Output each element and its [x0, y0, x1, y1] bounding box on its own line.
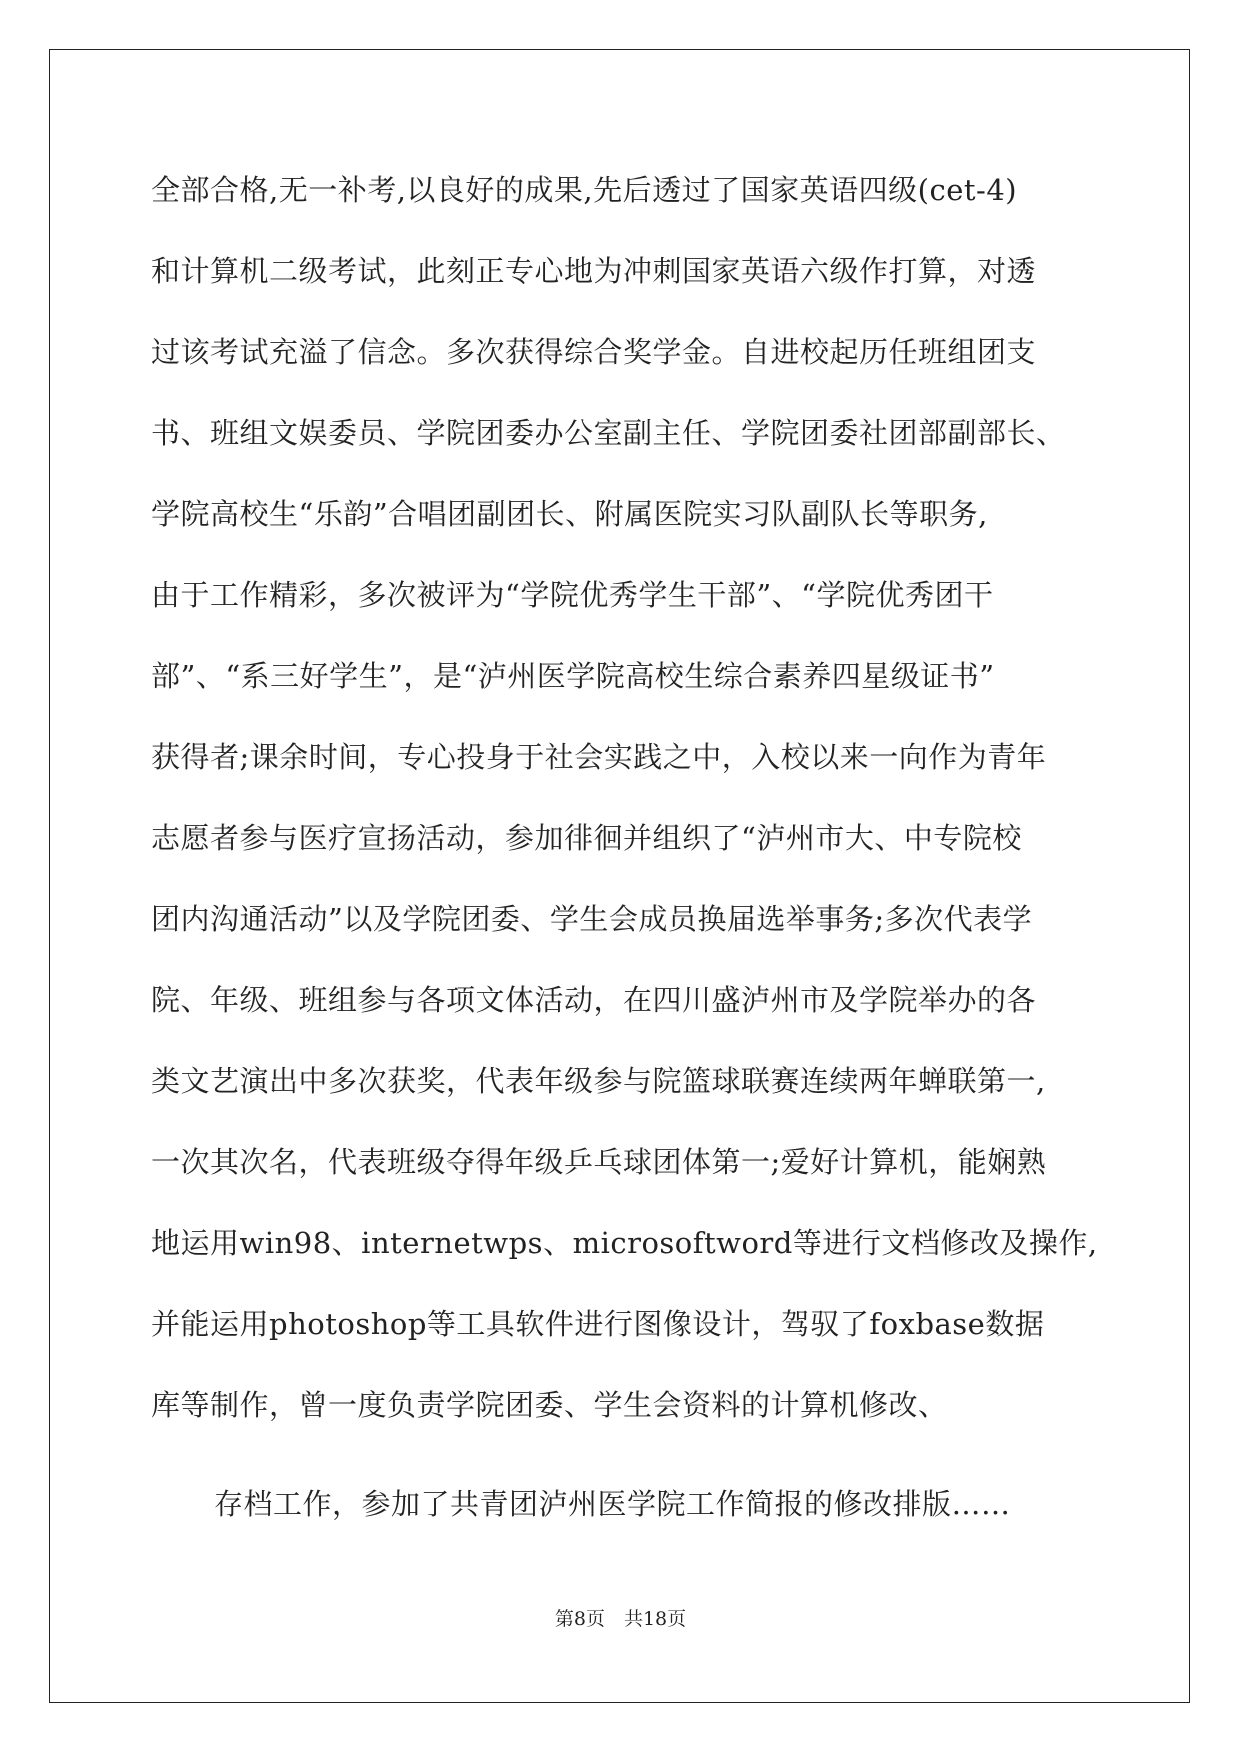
text-line: 并能运用photoshop等工具软件进行图像设计，驾驭了foxbase数据	[151, 1307, 1045, 1341]
body-text	[151, 160, 1113, 1555]
text-line: 一次其次名，代表班级夺得年级乒乓球团体第一;爱好计算机，能娴熟	[151, 1145, 1047, 1179]
text-line: 获得者;课余时间，专心投身于社会实践之中，入校以来一向作为青年	[151, 740, 1047, 774]
text-line: 院、年级、班组参与各项文体活动，在四川盛泸州市及学院举办的各	[151, 983, 1037, 1017]
text-line: 库等制作，曾一度负责学院团委、学生会资料的计算机修改、	[151, 1388, 948, 1422]
text-line: 团内沟通活动”以及学院团委、学生会成员换届选举事务;多次代表学	[151, 902, 1033, 936]
paragraph-indented: 存档工作，参加了共青团泸州医学院工作简报的修改排版……	[214, 1487, 1011, 1521]
text-line: 地运用win98、internetwps、microsoftword等进行文档修改及操作,	[151, 1226, 1098, 1260]
text-line: 志愿者参与医疗宣扬活动，参加徘徊并组织了“泸州市大、中专院校	[151, 821, 1022, 855]
page-number: 第8页 共18页	[554, 1608, 687, 1630]
text-line: 书、班组文娱委员、学院团委办公室副主任、学院团委社团部副部长、	[151, 416, 1066, 450]
text-line: 部”、“系三好学生”，是“泸州医学院高校生综合素养四星级证书”	[151, 659, 995, 693]
text-line: 类文艺演出中多次获奖，代表年级参与院篮球联赛连续两年蝉联第一,	[151, 1064, 1046, 1098]
text-line: 全部合格,无一补考,以良好的成果,先后透过了国家英语四级(cet-4)	[151, 173, 1018, 207]
text-line: 学院高校生“乐韵”合唱团副团长、附属医院实习队副队长等职务,	[151, 497, 988, 531]
text-line: 由于工作精彩，多次被评为“学院优秀学生干部”、“学院优秀团干	[151, 578, 994, 612]
text-line: 过该考试充溢了信念。多次获得综合奖学金。自进校起历任班组团支	[151, 335, 1037, 369]
text-line: 和计算机二级考试，此刻正专心地为冲刺国家英语六级作打算，对透	[151, 254, 1037, 288]
